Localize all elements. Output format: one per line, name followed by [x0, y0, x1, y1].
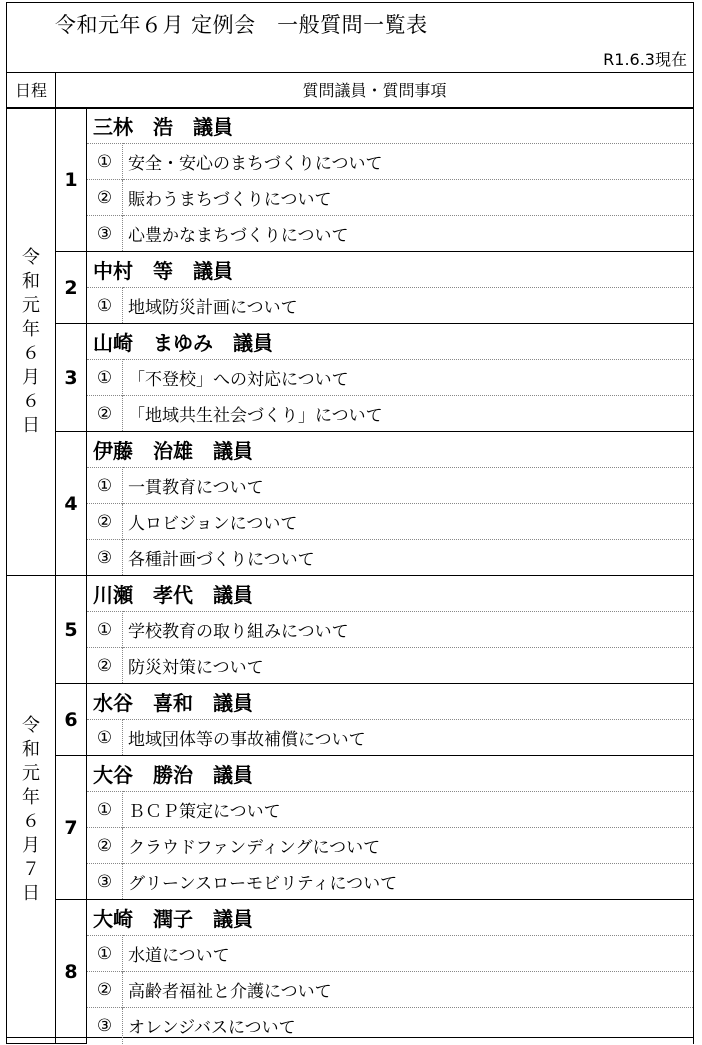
member-name: 川瀬 孝代 議員: [87, 576, 694, 612]
day-label: 令和元年６月６日: [22, 246, 40, 436]
member-number: 1: [56, 108, 87, 252]
question-row: [7, 540, 694, 576]
member-name: 中村 等 議員: [87, 252, 694, 288]
member-row: [7, 324, 694, 360]
question-row: [7, 144, 694, 180]
member-name: 三林 浩 議員: [87, 108, 694, 144]
question-text: 地域防災計画について: [123, 288, 694, 324]
member-row: [7, 684, 694, 720]
member-number: 7: [56, 756, 87, 900]
member-name: 山崎 まゆみ 議員: [87, 324, 694, 360]
question-mark: ②: [87, 828, 123, 864]
member-name: 水谷 喜和 議員: [87, 684, 694, 720]
question-row: [7, 288, 694, 324]
question-table: [6, 72, 694, 1044]
question-text: 地域団体等の事故補償について: [123, 720, 694, 756]
member-name: 伊藤 治雄 議員: [87, 432, 694, 468]
question-mark: ①: [87, 792, 123, 828]
question-mark: ③: [87, 1008, 123, 1044]
question-text: クラウドファンディングについて: [123, 828, 694, 864]
question-text: 水道について: [123, 936, 694, 972]
day-column-header: 日程: [7, 73, 56, 108]
member-number: 5: [56, 576, 87, 684]
question-mark: ②: [87, 648, 123, 684]
question-mark: ①: [87, 936, 123, 972]
member-number: 8: [56, 900, 87, 1044]
question-mark: ①: [87, 612, 123, 648]
day-cell: [7, 576, 56, 1044]
question-text: グリーンスローモビリティについて: [123, 864, 694, 900]
member-name: 大崎 潤子 議員: [87, 900, 694, 936]
member-row: [7, 108, 694, 144]
question-text: 高齢者福祉と介護について: [123, 972, 694, 1008]
question-mark: ③: [87, 540, 123, 576]
question-row: [7, 1008, 694, 1044]
question-row: [7, 648, 694, 684]
member-row: [7, 252, 694, 288]
question-row: [7, 792, 694, 828]
member-number: 6: [56, 684, 87, 756]
member-number: 3: [56, 324, 87, 432]
question-text: 学校教育の取り組みについて: [123, 612, 694, 648]
question-text: 防災対策について: [123, 648, 694, 684]
member-row: [7, 432, 694, 468]
question-row: [7, 864, 694, 900]
question-text: 心豊かなまちづくりについて: [123, 216, 694, 252]
as-of-date: R1.6.3現在: [603, 50, 687, 69]
member-row: [7, 900, 694, 936]
member-number: 2: [56, 252, 87, 324]
member-row: [7, 756, 694, 792]
document-title: 令和元年６月 定例会 一般質問一覧表: [55, 13, 428, 37]
main-column-header: 質問議員・質問事項: [56, 73, 694, 108]
question-mark: ①: [87, 144, 123, 180]
member-row: [7, 576, 694, 612]
question-row: [7, 468, 694, 504]
question-list-sheet: [6, 2, 694, 1038]
question-text: 安全・安心のまちづくりについて: [123, 144, 694, 180]
table-header-row: [7, 73, 694, 108]
question-mark: ③: [87, 216, 123, 252]
question-text: 一貫教育について: [123, 468, 694, 504]
day-label: 令和元年６月７日: [22, 714, 40, 904]
question-mark: ②: [87, 180, 123, 216]
question-row: [7, 720, 694, 756]
question-row: [7, 504, 694, 540]
question-table-body: [7, 73, 694, 1044]
question-text: ＢＣＰ策定について: [123, 792, 694, 828]
question-row: [7, 612, 694, 648]
question-text: 各種計画づくりについて: [123, 540, 694, 576]
member-name: 大谷 勝治 議員: [87, 756, 694, 792]
question-mark: ①: [87, 720, 123, 756]
question-row: [7, 972, 694, 1008]
question-mark: ①: [87, 468, 123, 504]
question-row: [7, 216, 694, 252]
question-row: [7, 396, 694, 432]
question-text: 「不登校」への対応について: [123, 360, 694, 396]
question-mark: ①: [87, 288, 123, 324]
question-row: [7, 828, 694, 864]
day-cell: [7, 108, 56, 576]
question-row: [7, 180, 694, 216]
question-text: オレンジバスについて: [123, 1008, 694, 1044]
member-number: 4: [56, 432, 87, 576]
question-mark: ③: [87, 864, 123, 900]
question-text: 賑わうまちづくりについて: [123, 180, 694, 216]
question-mark: ②: [87, 504, 123, 540]
question-row: [7, 360, 694, 396]
question-row: [7, 936, 694, 972]
question-text: 「地域共生社会づくり」について: [123, 396, 694, 432]
question-mark: ②: [87, 396, 123, 432]
question-mark: ①: [87, 360, 123, 396]
question-mark: ②: [87, 972, 123, 1008]
question-text: 人ロビジョンについて: [123, 504, 694, 540]
